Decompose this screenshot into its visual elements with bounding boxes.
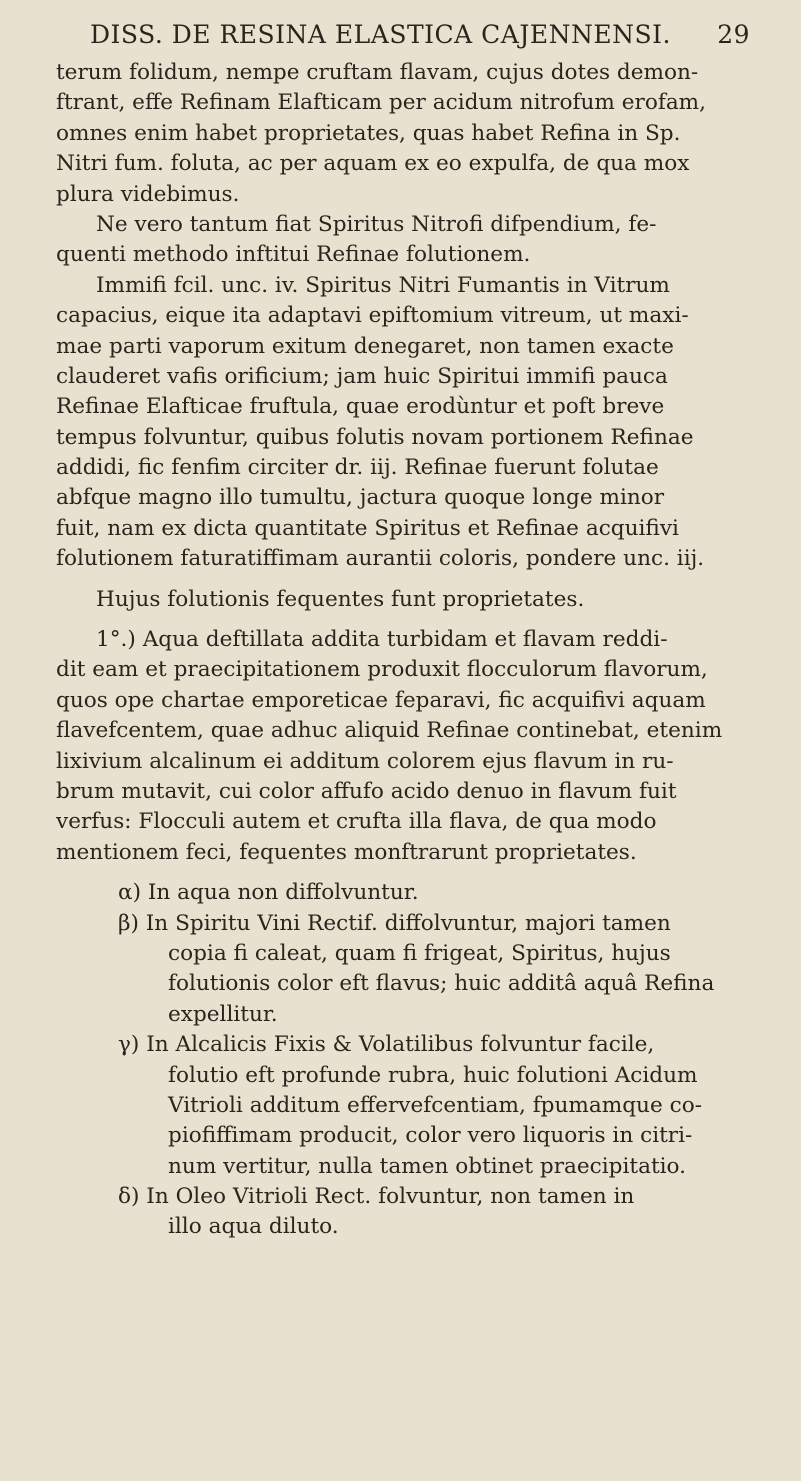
text-line: mae parti vaporum exitum denegaret, non tamen exacte <box>56 333 674 359</box>
paragraph-start: Ne vero tantum fiat Spiritus Nitrofi difpendium, fe- <box>96 211 657 237</box>
text-line: capacius, eique ita adaptavi epiftomium vitreum, ut maxi- <box>56 303 689 329</box>
text-line: abfque magno illo tumultu, jactura quoque longe minor <box>56 485 665 511</box>
text-body <box>56 58 756 1243</box>
page-number: 29 <box>717 20 750 49</box>
text-line: copia fi caleat, quam fi frigeat, Spiritus, hujus <box>168 940 671 966</box>
text-line: folutionis color eft flavus; huic additâ aquâ Refina <box>168 971 715 997</box>
text-line: addidi, fic fenfim circiter dr. iij. Refinae fuerunt folutae <box>56 455 659 481</box>
text-line: mentionem feci, fequentes monftrarunt proprietates. <box>56 839 637 865</box>
text-line: clauderet vafis orificium; jam huic Spiritui immifi pauca <box>56 363 668 389</box>
text-line: tempus folvuntur, quibus folutis novam portionem Refinae <box>56 424 694 450</box>
text-line: fuit, nam ex dicta quantitate Spiritus et Refinae acquifivi <box>56 515 679 541</box>
sub-item-delta: δ) In Oleo Vitrioli Rect. folvuntur, non tamen in <box>118 1184 635 1210</box>
text-line: piofiffimam producit, color vero liquoris in citri- <box>168 1123 693 1149</box>
text-line: dit eam et praecipitationem produxit flocculorum flavorum, <box>56 657 708 683</box>
sub-item-beta: β) In Spiritu Vini Rectif. diffolvuntur, majori tamen <box>118 910 671 936</box>
text-line: folutio eft profunde rubra, huic folutioni Acidum <box>168 1062 698 1088</box>
text-line: omnes enim habet proprietates, quas habet Refina in Sp. <box>56 120 681 146</box>
text-line: Vitrioli additum effervefcentiam, fpumamque co- <box>168 1092 703 1118</box>
text-line: lixivium alcalinum ei additum colorem ejus flavum in ru- <box>56 748 674 774</box>
text-line: expellitur. <box>168 1001 278 1027</box>
sub-item-alpha: α) In aqua non diffolvuntur. <box>118 880 419 906</box>
text-line: Refinae Elafticae fruftula, quae erodùntur et poft breve <box>56 394 665 420</box>
section-heading: Hujus folutionis fequentes funt proprietates. <box>96 586 585 612</box>
text-line: terum folidum, nempe cruftam flavam, cujus dotes demon- <box>56 60 699 85</box>
text-line: num vertitur, nulla tamen obtinet praecipitatio. <box>168 1153 687 1179</box>
text-line: folutionem faturatiffimam aurantii coloris, pondere unc. iij. <box>56 546 705 572</box>
running-header <box>90 20 750 49</box>
text-line: flavefcentem, quae adhuc aliquid Refinae continebat, etenim <box>56 718 723 744</box>
header-title: DISS. DE RESINA ELASTICA CAJENNENSI. <box>90 20 671 49</box>
text-line: quenti methodo inftitui Refinae folutionem. <box>56 242 531 268</box>
text-line: quos ope chartae emporeticae feparavi, fic acquifivi aquam <box>56 687 706 713</box>
numbered-item: 1°.) Aqua deftillata addita turbidam et flavam reddi- <box>96 627 668 653</box>
text-line: Nitri fum. foluta, ac per aquam ex eo expulfa, de qua mox <box>56 151 690 177</box>
text-line: plura videbimus. <box>56 181 240 207</box>
text-line: brum mutavit, cui color affufo acido denuo in flavum fuit <box>56 778 677 804</box>
text-line: verfus: Flocculi autem et crufta illa flava, de qua modo <box>56 809 657 835</box>
paragraph-start: Immifi fcil. unc. iv. Spiritus Nitri Fumantis in Vitrum <box>96 272 670 298</box>
sub-item-gamma: γ) In Alcalicis Fixis & Volatilibus folvuntur facile, <box>118 1032 655 1058</box>
text-line: ftrant, effe Refinam Elafticam per acidum nitrofum erofam, <box>56 90 707 116</box>
text-line: illo aqua diluto. <box>168 1214 339 1240</box>
